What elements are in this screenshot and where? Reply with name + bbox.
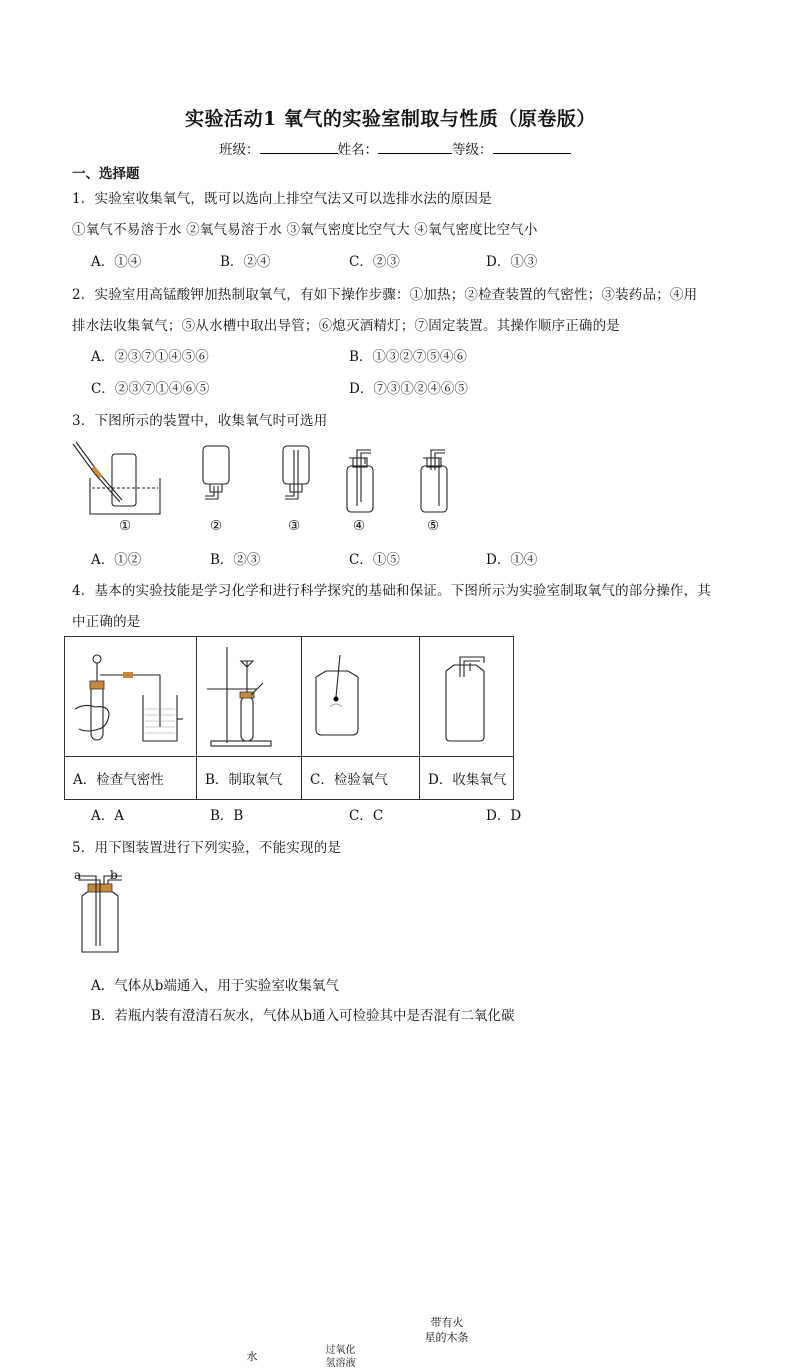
q4-option-b[interactable]: B．B	[210, 808, 244, 824]
grade-label: 等级：	[452, 142, 493, 158]
q5-option-a[interactable]: A．气体从b端通入，用于实验室收集氧气	[91, 978, 339, 994]
upright-bottle-long-inlet	[347, 450, 373, 512]
inverted-bottle-short-tube	[203, 446, 229, 499]
q2-option-d[interactable]: D．⑦③①②④⑥⑤	[349, 381, 468, 397]
q4-option-c[interactable]: C．C	[349, 808, 384, 824]
cell-collect-figure	[420, 637, 514, 757]
upright-bottle-short-inlet	[421, 450, 447, 512]
section-heading: 一、选择题	[72, 166, 140, 182]
q1-option-c[interactable]: C．②③	[349, 254, 400, 270]
port-b-label: b	[110, 868, 118, 882]
name-label: 姓名：	[337, 142, 378, 158]
student-info	[219, 138, 571, 158]
q1-option-d[interactable]: D．①③	[486, 254, 538, 270]
question-5-stem: 5．用下图装置进行下列实验，不能实现的是	[72, 840, 342, 856]
question-2-stem-cont: 排水法收集氧气；⑤从水槽中取出导管；⑥熄灭酒精灯；⑦固定装置。其操作顺序正确的是	[72, 318, 620, 334]
question-4-stem-cont: 中正确的是	[72, 614, 141, 630]
fig-label-4: ④	[353, 518, 366, 534]
label-d-collect: D．收集氧气	[420, 757, 514, 800]
question-1-stem: 1．实验室收集氧气，既可以选向上排空气法又可以选排水法的原因是	[72, 191, 492, 207]
q5-option-b[interactable]: B．若瓶内装有澄清石灰水，气体从b通入可检验其中是否混有二氧化碳	[91, 1008, 515, 1024]
class-label: 班级：	[219, 142, 260, 158]
q3-option-d[interactable]: D．①④	[486, 552, 538, 568]
h2o2-label-2: 氢溶液	[325, 1357, 356, 1369]
question-3-stem: 3．下图所示的装置中，收集氧气时可选用	[72, 413, 328, 429]
fig-label-1: ①	[119, 518, 132, 534]
question-2-stem: 2．实验室用高锰酸钾加热制取氧气，有如下操作步骤：①加热；②检查装置的气密性；③装药品；④用	[72, 287, 698, 303]
question-1-statements: ①氧气不易溶于水 ②氧气易溶于水 ③氧气密度比空气大 ④氧气密度比空气小	[72, 222, 538, 238]
q3-option-a[interactable]: A．①②	[91, 552, 142, 568]
question-4-stem: 4．基本的实验技能是学习化学和进行科学探究的基础和保证。下图所示为实验室制取氧气的部分操作，其	[72, 583, 711, 599]
test-oxygen-figure	[302, 637, 419, 752]
page-title: 实验活动1 氧气的实验室制取与性质（原卷版）	[185, 108, 596, 130]
h2o2-label-1: 过氧化	[325, 1344, 356, 1356]
q3-option-c[interactable]: C．①⑤	[349, 552, 400, 568]
grade-field[interactable]	[493, 140, 571, 154]
class-field[interactable]	[260, 140, 338, 154]
fig-label-2: ②	[210, 518, 223, 534]
label-b-produce: B．制取氧气	[197, 757, 302, 800]
q2-option-b[interactable]: B．①③②⑦⑤④⑥	[349, 349, 467, 365]
name-field[interactable]	[378, 140, 452, 154]
fig-label-3: ③	[288, 518, 301, 534]
q3-option-b[interactable]: B．②③	[210, 552, 261, 568]
q2-option-c[interactable]: C．②③⑦①④⑥⑤	[91, 381, 210, 397]
water-trough-apparatus	[73, 442, 160, 514]
q4-option-a[interactable]: A．A	[91, 808, 124, 824]
airtightness-check-figure	[65, 637, 196, 752]
label-a-airtightness: A．检查气密性	[65, 757, 197, 800]
produce-oxygen-figure	[197, 637, 301, 752]
stick-label-2: 星的木条	[424, 1330, 469, 1344]
collect-oxygen-figure	[420, 637, 513, 752]
inverted-bottle-long-tube	[283, 446, 309, 499]
q4-option-d[interactable]: D．D	[486, 808, 522, 824]
fig-label-5: ⑤	[427, 518, 440, 534]
water-label: 水	[246, 1349, 258, 1363]
stick-label-1: 带有火	[430, 1315, 464, 1329]
q1-option-a[interactable]: A．①④	[91, 254, 142, 270]
q1-option-b[interactable]: B．②④	[220, 254, 271, 270]
port-a-label: a	[74, 868, 82, 882]
q2-option-a[interactable]: A．②③⑦①④⑤⑥	[91, 349, 209, 365]
label-c-test: C．检验氧气	[302, 757, 420, 800]
